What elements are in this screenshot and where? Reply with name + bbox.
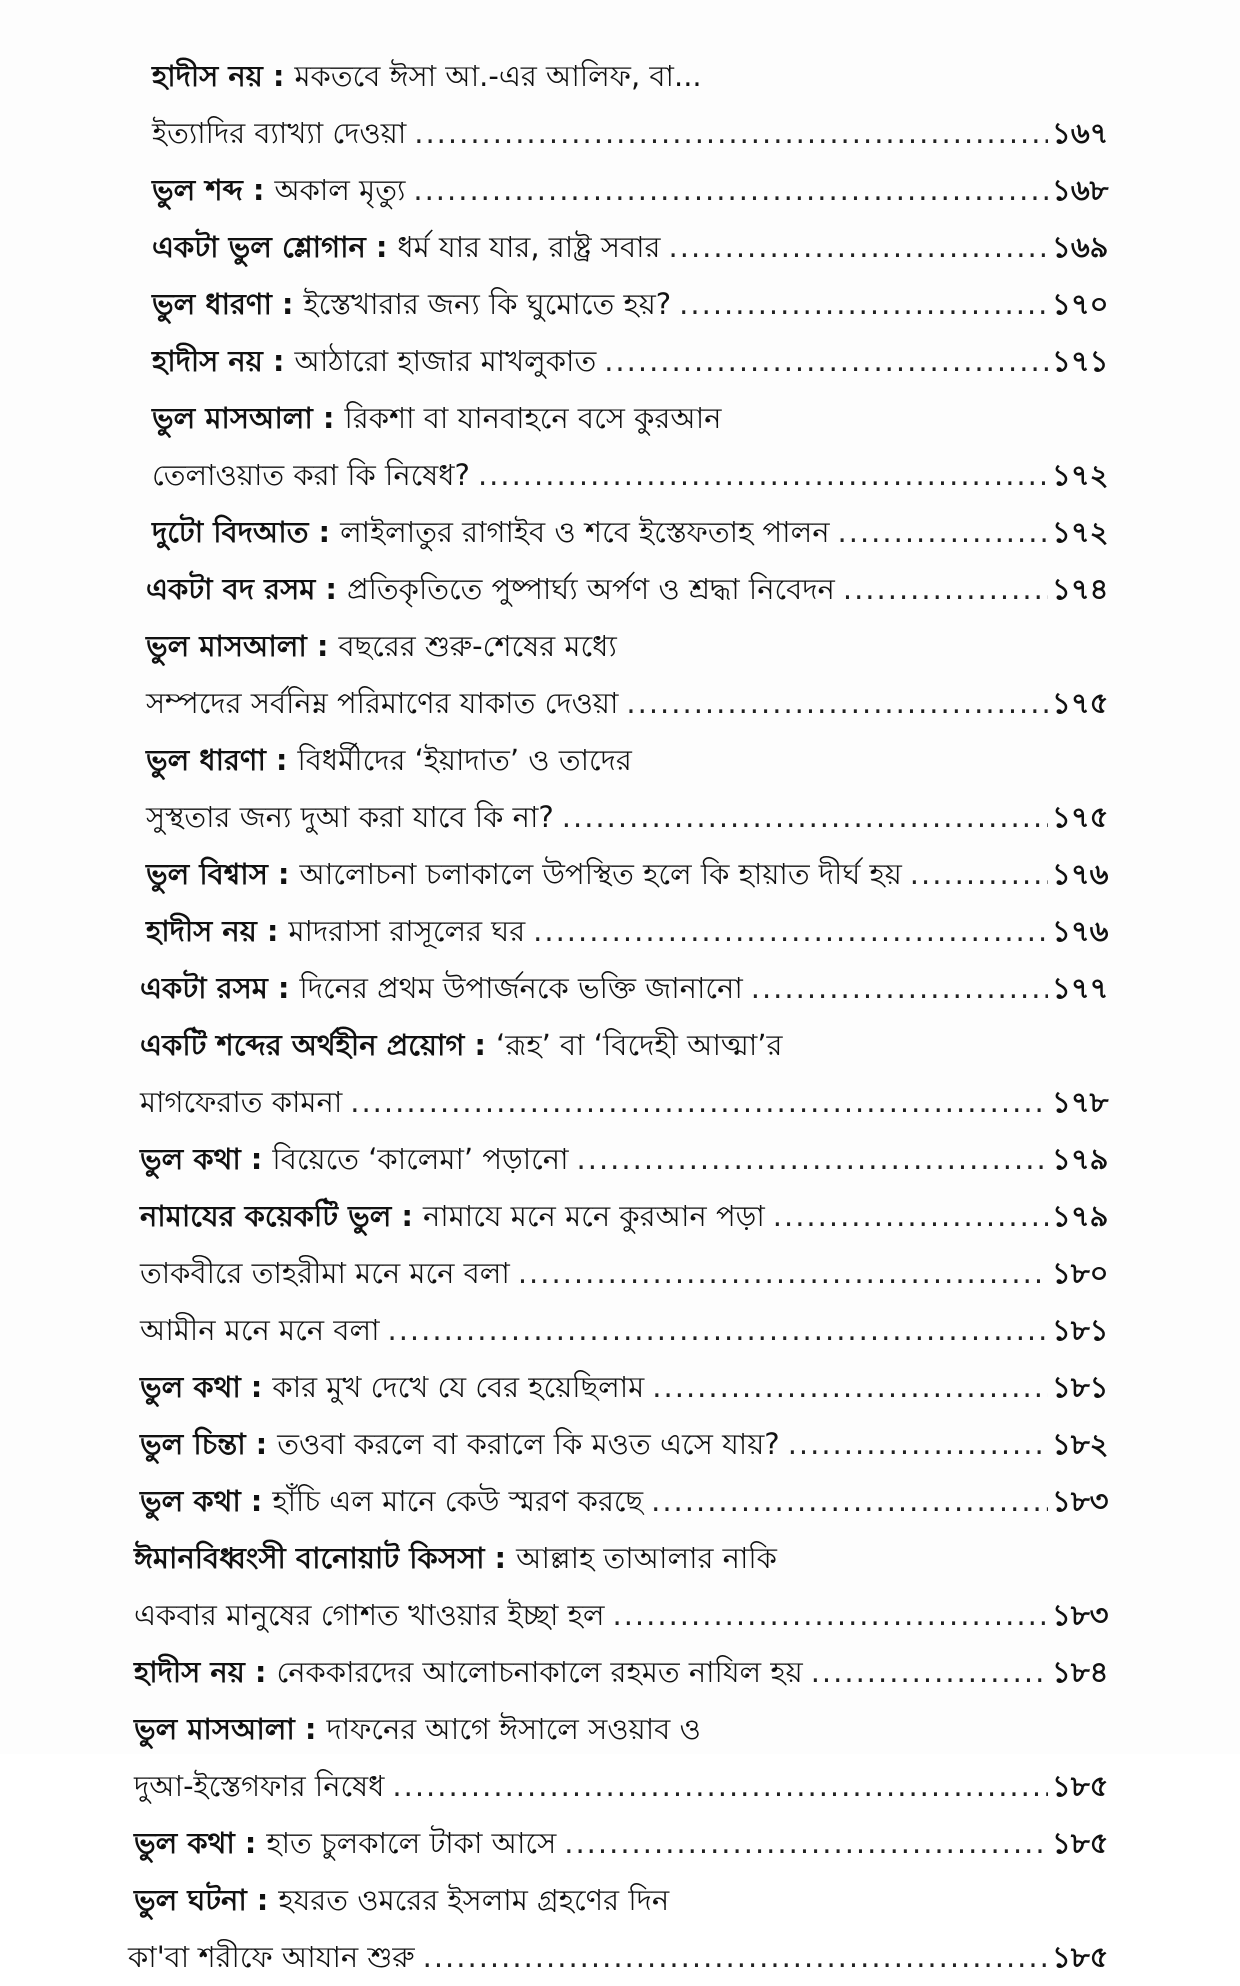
- toc-entry-page: ১৭৯: [1052, 1142, 1109, 1176]
- toc-entry-page: ১৭৯: [1052, 1199, 1109, 1233]
- toc-entry: [128, 1929, 1108, 1986]
- dot-leader: [838, 504, 1048, 561]
- toc-entry: [128, 1074, 1108, 1131]
- toc-entry-separator: :: [322, 401, 335, 435]
- toc-entry-label: ভুল মাসআলা: [146, 629, 307, 663]
- dot-leader: [843, 561, 1048, 618]
- dot-leader: [562, 789, 1048, 846]
- toc-entry-title: তেলাওয়াত করা কি নিষেধ?: [152, 458, 470, 492]
- toc-entry-separator: :: [318, 515, 331, 549]
- toc-entry: [128, 1701, 1108, 1758]
- toc-entry-title: দুআ-ইস্তেগফার নিষেধ: [134, 1769, 385, 1803]
- toc-entry-title: হযরত ওমরের ইসলাম গ্রহণের দিন: [278, 1883, 670, 1917]
- toc-entry-page: ১৮০: [1052, 1256, 1109, 1290]
- toc-entry-separator: :: [325, 572, 337, 606]
- dot-leader: [751, 960, 1048, 1017]
- toc-entry: [128, 1872, 1108, 1929]
- toc-entry-label: একটা রসম: [140, 971, 268, 1005]
- toc-entry-label: হাদীস নয়: [146, 914, 257, 948]
- toc-entry-label: ভুল ঘটনা: [134, 1883, 247, 1917]
- toc-entry-title: ইত্যাদির ব্যাখ্যা দেওয়া: [152, 116, 407, 150]
- toc-entry-page: ১৮৫: [1052, 1826, 1109, 1860]
- toc-entry-title: দিনের প্রথম উপার্জনকে ভক্তি জানানো: [299, 971, 743, 1005]
- toc-entry-page: ১৭৫: [1052, 800, 1109, 834]
- toc-entry-separator: :: [272, 59, 285, 93]
- toc-entry-title: আল্লাহ তাআলার নাকি: [516, 1541, 777, 1575]
- dot-leader: [564, 1815, 1048, 1872]
- toc-entry-title: আমীন মনে মনে বলা: [140, 1313, 380, 1347]
- toc-entry-separator: :: [266, 914, 279, 948]
- toc-entry-label: ভুল কথা: [134, 1826, 235, 1860]
- toc-entry-page: ১৭৫: [1052, 686, 1109, 720]
- dot-leader: [414, 105, 1048, 162]
- toc-entry-separator: :: [254, 1655, 267, 1689]
- toc-entry-label: হাদীস নয়: [152, 59, 263, 93]
- toc-entry-title: নামাযে মনে মনে কুরআন পড়া: [422, 1199, 765, 1233]
- dot-leader: [910, 846, 1048, 903]
- toc-entry-separator: :: [250, 1142, 263, 1176]
- toc-entry-title: ধর্ম যার যার, রাষ্ট্র সবার: [397, 230, 661, 264]
- toc-entry-separator: :: [277, 857, 290, 891]
- toc-entry-page: ১৮৩: [1052, 1598, 1109, 1632]
- toc-entry-separator: :: [275, 743, 288, 777]
- toc-entry: [128, 960, 1108, 1017]
- table-of-contents: [128, 48, 1108, 1986]
- dot-leader: [613, 1587, 1049, 1644]
- toc-entry-title: মাগফেরাত কামনা: [140, 1085, 343, 1119]
- toc-entry: [128, 333, 1108, 390]
- dot-leader: [652, 1359, 1048, 1416]
- toc-entry-page: ১৭৬: [1052, 914, 1109, 948]
- toc-entry: [128, 162, 1108, 219]
- toc-entry-title: বিয়েতে ‘কালেমা’ পড়ানো: [272, 1142, 569, 1176]
- toc-entry-title: প্রতিকৃতিতে পুষ্পার্ঘ্য অর্পণ ও শ্রদ্ধা নিবেদন: [346, 572, 835, 606]
- dot-leader: [811, 1644, 1048, 1701]
- toc-entry-page: ১৬৮: [1052, 173, 1109, 207]
- toc-entry-separator: :: [255, 1427, 268, 1461]
- toc-entry-separator: :: [277, 971, 290, 1005]
- toc-entry-title: মাদরাসা রাসূলের ঘর: [288, 914, 526, 948]
- toc-entry-label: হাদীস নয়: [134, 1655, 245, 1689]
- toc-entry-page: ১৮৫: [1052, 1769, 1109, 1803]
- toc-entry-title: নেককারদের আলোচনাকালে রহমত নাযিল হয়: [276, 1655, 803, 1689]
- toc-entry: [128, 1245, 1108, 1302]
- toc-entry-separator: :: [375, 230, 388, 264]
- dot-leader: [518, 1245, 1048, 1302]
- toc-entry-separator: :: [494, 1541, 507, 1575]
- toc-entry-page: ১৭২: [1052, 515, 1109, 549]
- dot-leader: [651, 1473, 1048, 1530]
- toc-entry-page: ১৬৭: [1052, 116, 1109, 150]
- toc-entry-separator: :: [304, 1712, 317, 1746]
- toc-entry: [128, 1416, 1108, 1473]
- toc-entry: [128, 390, 1108, 447]
- dot-leader: [392, 1758, 1048, 1815]
- toc-entry: [128, 447, 1108, 504]
- dot-leader: [604, 333, 1048, 390]
- toc-entry-page: ১৬৯: [1052, 230, 1109, 264]
- toc-entry-page: ১৭২: [1052, 458, 1109, 492]
- toc-entry-separator: :: [250, 1370, 263, 1404]
- toc-entry-page: ১৭৬: [1052, 857, 1109, 891]
- toc-entry-label: নামাযের কয়েকটি ভুল: [140, 1199, 392, 1233]
- toc-entry: [128, 1017, 1108, 1074]
- toc-entry-page: ১৮৫: [1052, 1940, 1109, 1974]
- dot-leader: [533, 903, 1048, 960]
- dot-leader: [413, 162, 1048, 219]
- toc-entry: [128, 504, 1108, 561]
- toc-entry-title: সুস্থতার জন্য দুআ করা যাবে কি না?: [146, 800, 554, 834]
- toc-entry: [128, 675, 1108, 732]
- toc-entry: [128, 1644, 1108, 1701]
- toc-entry: [128, 219, 1108, 276]
- toc-entry-separator: :: [272, 344, 285, 378]
- toc-entry-separator: :: [401, 1199, 413, 1233]
- toc-entry-page: ১৭৮: [1052, 1085, 1109, 1119]
- toc-entry-title: বছরের শুরু-শেষের মধ্যে: [338, 629, 617, 663]
- toc-entry: [128, 1188, 1108, 1245]
- toc-entry-title: লাইলাতুর রাগাইব ও শবে ইস্তেফতাহ পালন: [340, 515, 830, 549]
- toc-entry-label: ঈমানবিধ্বংসী বানোয়াট কিসসা: [134, 1541, 485, 1575]
- toc-entry-label: ভুল ধারণা: [152, 287, 272, 321]
- toc-entry: [128, 276, 1108, 333]
- toc-entry-page: ১৮৩: [1052, 1484, 1109, 1518]
- toc-entry-label: একটি শব্দের অর্থহীন প্রয়োগ: [140, 1028, 465, 1062]
- toc-entry-title: কার মুখ দেখে যে বের হয়েছিলাম: [272, 1370, 645, 1404]
- toc-entry-title: কা'বা শরীফে আযান শুরু: [128, 1940, 415, 1974]
- toc-entry-label: ভুল মাসআলা: [134, 1712, 295, 1746]
- toc-entry-label: একটা ভুল শ্লোগান: [152, 230, 366, 264]
- dot-leader: [626, 675, 1048, 732]
- toc-entry-separator: :: [474, 1028, 487, 1062]
- toc-entry-title: হাত চুলকালে টাকা আসে: [266, 1826, 557, 1860]
- toc-entry-separator: :: [252, 173, 265, 207]
- toc-entry-title: মকতবে ঈসা আ.-এর আলিফ, বা...: [294, 59, 702, 93]
- toc-entry-title: আঠারো হাজার মাখলুকাত: [294, 344, 597, 378]
- toc-entry: [128, 1530, 1108, 1587]
- toc-entry: [128, 1587, 1108, 1644]
- dot-leader: [577, 1131, 1048, 1188]
- toc-entry-title: বিধর্মীদের ‘ইয়াদাত’ ও তাদের: [297, 743, 632, 777]
- toc-entry-page: ১৭১: [1052, 344, 1109, 378]
- toc-entry-title: একবার মানুষের গোশত খাওয়ার ইচ্ছা হল: [134, 1598, 605, 1632]
- toc-entry-page: ১৭৭: [1052, 971, 1109, 1005]
- toc-entry-title: হাঁচি এল মানে কেউ স্মরণ করছে: [272, 1484, 644, 1518]
- toc-entry-label: ভুল শব্দ: [152, 173, 243, 207]
- toc-entry: [128, 1131, 1108, 1188]
- toc-entry-title: রিকশা বা যানবাহনে বসে কুরআন: [344, 401, 722, 435]
- toc-entry: [128, 561, 1108, 618]
- toc-entry-title: সম্পদের সর্বনিম্ন পরিমাণের যাকাত দেওয়া: [146, 686, 619, 720]
- toc-entry-label: দুটো বিদআত: [152, 515, 309, 549]
- toc-entry: [128, 732, 1108, 789]
- toc-entry-label: ভুল বিশ্বাস: [146, 857, 268, 891]
- toc-entry-title: ‘রূহ’ বা ‘বিদেহী আত্মা’র: [496, 1028, 783, 1062]
- toc-entry: [128, 1815, 1108, 1872]
- toc-entry-label: ভুল কথা: [140, 1370, 241, 1404]
- dot-leader: [773, 1188, 1048, 1245]
- toc-entry-title: তওবা করলে বা করালে কি মওত এসে যায়?: [277, 1427, 780, 1461]
- toc-entry-label: ভুল কথা: [140, 1142, 241, 1176]
- toc-entry-page: ১৭০: [1052, 287, 1109, 321]
- toc-entry-label: ভুল চিন্তা: [140, 1427, 246, 1461]
- toc-entry: [128, 903, 1108, 960]
- toc-entry-label: হাদীস নয়: [152, 344, 263, 378]
- toc-entry: [128, 789, 1108, 846]
- toc-entry: [128, 1758, 1108, 1815]
- toc-entry-page: ১৭৪: [1052, 572, 1109, 606]
- toc-entry-page: ১৮১: [1052, 1370, 1109, 1404]
- toc-entry-title: আলোচনা চলাকালে উপস্থিত হলে কি হায়াত দীর্ঘ হয়: [299, 857, 902, 891]
- toc-entry-title: দাফনের আগে ঈসালে সওয়াব ও: [326, 1712, 701, 1746]
- toc-entry-title: তাকবীরে তাহরীমা মনে মনে বলা: [140, 1256, 510, 1290]
- dot-leader: [350, 1074, 1048, 1131]
- toc-entry: [128, 846, 1108, 903]
- toc-entry: [128, 105, 1108, 162]
- dot-leader: [423, 1929, 1048, 1986]
- toc-entry-label: ভুল কথা: [140, 1484, 241, 1518]
- dot-leader: [669, 219, 1048, 276]
- toc-entry-label: ভুল মাসআলা: [152, 401, 313, 435]
- toc-entry: [128, 48, 1108, 105]
- dot-leader: [788, 1416, 1048, 1473]
- toc-entry-label: ভুল ধারণা: [146, 743, 266, 777]
- dot-leader: [387, 1302, 1048, 1359]
- toc-entry: [128, 1473, 1108, 1530]
- toc-entry-separator: :: [250, 1484, 263, 1518]
- toc-entry-separator: :: [244, 1826, 257, 1860]
- toc-entry: [128, 1302, 1108, 1359]
- toc-entry: [128, 1359, 1108, 1416]
- toc-entry-page: ১৮১: [1052, 1313, 1109, 1347]
- toc-entry-title: ইস্তেখারার জন্য কি ঘুমোতে হয়?: [303, 287, 672, 321]
- dot-leader: [679, 276, 1048, 333]
- toc-entry: [128, 618, 1108, 675]
- toc-entry-title: অকাল মৃত্যু: [274, 173, 406, 207]
- toc-entry-separator: :: [316, 629, 329, 663]
- toc-entry-separator: :: [281, 287, 294, 321]
- toc-entry-page: ১৮২: [1052, 1427, 1109, 1461]
- toc-entry-page: ১৮৪: [1052, 1655, 1109, 1689]
- dot-leader: [478, 447, 1048, 504]
- toc-entry-separator: :: [256, 1883, 269, 1917]
- toc-entry-label: একটা বদ রসম: [146, 572, 316, 606]
